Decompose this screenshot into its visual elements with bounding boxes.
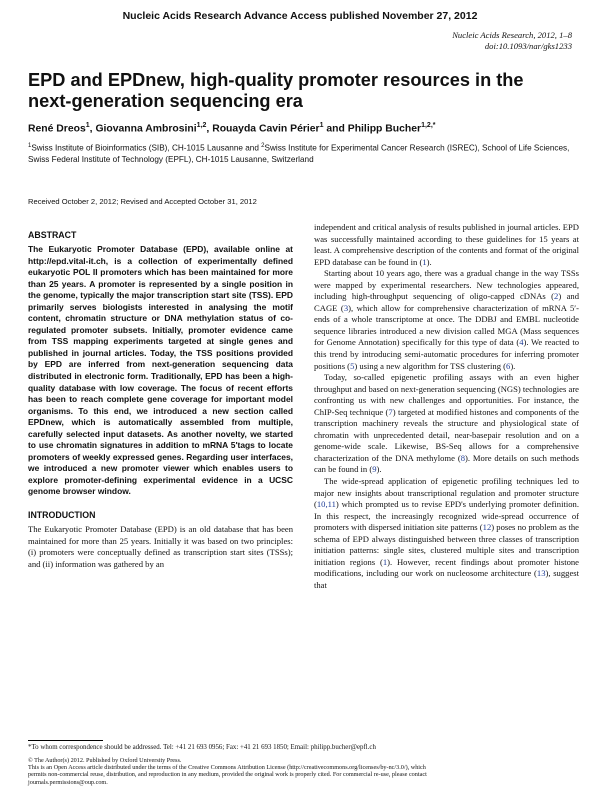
author-name: Rouayda Cavin Périer [212,123,320,135]
author-affiliation-mark: 1,2 [196,122,207,129]
reference-link[interactable]: 8 [460,452,465,463]
received-dates: Received October 2, 2012; Revised and Accepted October 31, 2012 [28,197,257,206]
footnote-rule [28,740,103,741]
doi: doi:10.1093/nar/gks1233 [484,41,572,51]
paragraph-text: ) poses no problem as the schema of EPD always distinguished between three classes of transcription initiation patterns: single sites, clustered multiple sites and transcription initiation regions ( [314,522,579,567]
paragraph-text: ) which prompted us to revise EPD's underlying promoter definition. In this respect, the increasingly recognized wide-spread occurrence of promoters with dispersed initiation site patterns ( [314,499,579,533]
copyright-line: © The Author(s) 2012. Published by Oxford University Press. [28,757,182,764]
paragraph-text: ). We reacted to this trend by introducing semi-automatic procedures for inferring promoter positions ( [314,337,580,371]
right-column [314,222,579,592]
author-name: Philipp Bucher [347,123,422,135]
author-separator: , [89,123,96,135]
reference-link[interactable]: 3 [343,302,349,313]
affiliation-number: 1 [28,143,32,149]
copyright-notice [28,757,580,786]
paragraph-text: ). However, recent findings about promoter histone modifications, including our work on nucleosome architecture ( [314,556,579,579]
body-paragraph [314,268,579,372]
paragraph-text: Today, so-called epigenetic profiling assays with an even higher throughput and based on next-generation sequencing (NGS) technologies are confronting us with new challenges and opportunities. For instance, the ChIP-Seq technique ( [314,372,579,417]
reference-link[interactable]: 9 [372,464,377,475]
paragraph-text: ), suggest that [314,568,579,590]
copyright-line: This is an Open Access article distributed under the terms of the Creative Commons Attribution License (http://creativecommons.org/licenses/by-nc/3.0/), which [28,764,426,772]
author-list [28,122,436,134]
paragraph-text: ). [426,256,432,267]
reference-link[interactable]: 13 [536,568,546,579]
abstract-heading: ABSTRACT [28,230,77,240]
reference-link[interactable]: 1 [422,256,427,267]
reference-link[interactable]: 12 [482,522,492,533]
author-separator: and [323,123,348,135]
body-paragraph [314,372,579,476]
paragraph-text: ), which allow for comprehensive characterization of mRNA 5′-ends of a whole transcriptome at once. The DDBJ and EMBL nucleotide sequence libraries introduced a new division called MGA (Mass sequences for Genome Annotation) specifically for this type of data ( [314,302,580,348]
reference-link[interactable]: 2 [554,291,559,302]
reference-link[interactable]: 7 [388,406,393,417]
reference-link[interactable]: 6 [506,360,511,371]
reference-link[interactable]: 4 [519,337,524,348]
author-affiliation-mark: 1,2,* [421,122,436,129]
author-name: Giovanna Ambrosini [95,123,197,135]
left-column [28,222,293,570]
author-name: René Dreos [28,123,86,135]
introduction-paragraph: The Eukaryotic Promoter Database (EPD) is an old database that has been maintained for more than 25 years. Initially it was based on two principles: (i) promoters were conceptually defined as transcription start sites (TSSs); and (ii) information was gathered by an [28,524,293,569]
reference-link[interactable]: 10,11 [316,499,336,510]
advance-access-header: Nucleic Acids Research Advance Access published November 27, 2012 [122,10,478,22]
affiliation-number: 2 [261,143,265,149]
paragraph-text: Starting about 10 years ago, there was a gradual change in the way TSSs were mapped by experimental researchers. New technologies appeared, including high-throughput sequencing of oligo-capped cDNAs ( [314,268,579,302]
paragraph-text: independent and critical analysis of results published in journal articles. EPD was successfully maintained according to these guidelines for 15 years at least. A comprehensive description of the contents and format of the original EPD database can be found in ( [314,222,579,267]
body-paragraph [314,222,579,268]
copyright-line: permits non-commercial reuse, distribution, and reproduction in any medium, provided the original work is properly cited. For commercial re-use, please contact [28,771,427,779]
correspondence-footnote: *To whom correspondence should be addressed. Tel: +41 21 693 0956; Fax: +41 21 693 1850; Email: philipp.bucher@epfl.ch [28,744,376,751]
paragraph-text: ) targeted at modified histones and components of the transcription machinery reveals the structure and physiological state of chromatin with unprecedented detail, near-basepair resolution and on a genome-wide scale. Likewise, BS-Seq allows for a comprehensive characterization of the DNA methylome ( [314,406,579,463]
paragraph-text: ). [376,464,382,475]
paragraph-text: ) using a new algorithm for TSS clustering ( [354,360,507,371]
reference-link[interactable]: 1 [382,556,388,567]
paragraph-text: ) and CAGE ( [314,291,579,313]
reference-link[interactable]: 5 [350,360,355,371]
affiliation-text: Swiss Institute of Bioinformatics (SIB), CH-1015 Lausanne and [31,143,262,153]
author-affiliation-mark: 1 [319,122,324,129]
body-paragraph [314,476,579,591]
copyright-line: journals.permissions@oup.com. [28,778,108,786]
paragraph-text: ). More details on such methods can be found in ( [314,452,579,475]
author-separator: , [206,123,213,135]
paragraph-text: The wide-spread application of epigenetic profiling techniques led to major new insights about transcriptional regulation and promoter structure ( [314,476,579,510]
paragraph-text: ). [510,360,516,371]
affiliations [28,141,580,166]
citation-block [452,30,572,52]
paper-title: EPD and EPDnew, high-quality promoter resources in the next-generation sequencing era [28,70,524,111]
author-affiliation-mark: 1 [85,122,90,129]
affiliation-text: Swiss Institute for Experimental Cancer Research (ISREC), School of Life Sciences, Swiss Federal Institute of Technology (EPFL), CH-1015 Lausanne, Switzerland [28,143,570,165]
abstract-text: The Eukaryotic Promoter Database (EPD), available online at http://epd.vital-it.ch, is a collection of experimentally defined eukaryotic POL II promoters which has been maintained for more than 25 years. A promoter is represented by a single position in the genome, typically the major transcription start site (TSS). EPD primarily serves biologists interested in analysing the motif content, chromatin structure or DNA methylation status of co-regulated promoter subsets. Initially, promoter evidence came from TSS mapping experiments targeted at single genes and published in journal articles. Today, the TSS positions provided by EPD are inferred from next-generation sequencing data distributed in electronic form. Traditionally, EPD has been a high-quality database with low coverage. The focus of recent efforts has been to reach complete gene coverage for important model organisms. To this end, we introduced a new section called EPDnew, which is automatically assembled from multiple, carefully selected input datasets. As another novelty, we started to use chromatin signatures in addition to mRNA 5′tags to locate promoters of weekly expressed genes. Regarding user interfaces, we introduced a new promoter viewer which enables users to explore promoter-defining experimental evidence in a UCSC genome browser window. [28,244,293,497]
journal-line: Nucleic Acids Research, 2012, 1–8 [452,30,572,40]
introduction-heading: INTRODUCTION [28,510,96,521]
